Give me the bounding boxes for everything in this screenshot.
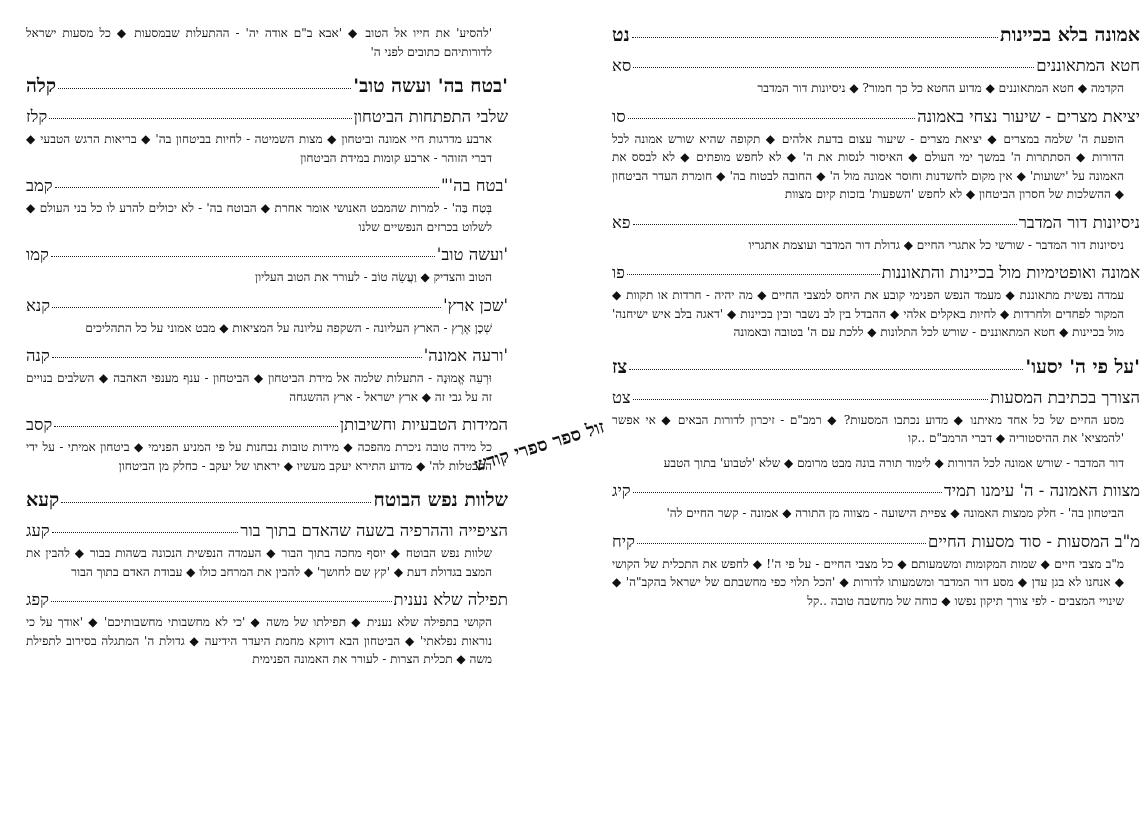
chapter-title: אמונה ואופטימיות מול בכיינות והתאוננות [881,263,1140,282]
toc-chapter [612,56,1140,98]
toc-column-left [26,24,508,829]
chapter-title: 'בטח בה'" [440,176,508,195]
dot-leader [637,543,926,544]
toc-section[interactable] [612,24,1140,47]
chapter-heading[interactable] [612,481,1140,501]
dot-leader [52,357,422,358]
chapter-heading[interactable] [26,590,508,610]
chapter-summary: מסע החיים של כל אחד מאיתנו ◆ מדוע נכתבו המסעות? ◆ רמב"ם - זיכרון לדורות הבאים ◆ אי אפשר 'להמציא' את ההיסטוריה ◆ דברי הרמב"ם ..קו [612,412,1124,445]
chapter-page: סא [612,56,632,75]
chapter-heading[interactable] [26,176,508,196]
toc-chapter [26,415,508,475]
dot-leader [52,532,239,533]
chapter-page: קנה [26,346,50,365]
toc-chapter [26,107,508,167]
chapter-summary: הביטחון בה' - חלק ממצות האמונה ◆ צפיית הישועה - מצווה מן התורה ◆ אמונה - קשר החיים לה' [666,506,1124,520]
chapter-title: תפילה שלא נענית [393,590,508,609]
dot-leader [58,88,351,89]
dot-leader [628,118,916,119]
toc-chapter [612,107,1140,204]
chapter-title: חטא המתאוננים [1036,56,1140,75]
dot-leader [51,601,392,602]
chapter-page: קסב [26,415,53,434]
toc-chapter [26,245,508,287]
toc-chapter [26,176,508,236]
chapter-page: קמב [26,176,53,195]
section-title: אמונה בלא בכיינות [1000,24,1140,46]
dot-leader [633,492,942,493]
section-page: קעא [26,489,60,511]
dot-leader [633,67,1034,68]
chapter-heading[interactable] [26,107,508,127]
toc-chapter [26,346,508,406]
chapter-summary: וּרְעֵה אֱמוּנָה - התעלות שלמה אל מידת הביטחון ◆ הביטחון - ענף מענפי האהבה ◆ השלבים בנויים זה על גבי זה ◆ ארץ ישראל - ארץ ההשגחה [26,371,492,404]
chapter-summary: הקושי בתפילה שלא נענית ◆ תפילתו של משה ◆ 'כי לא מחשבותי מחשבותיכם' ◆ 'אודך על כי נוראות נפלאתי' ◆ הביטחון הבא דווקא מחמת היעדר הידיעה ◆ גדולת ה' המתגלה בסירוב לתפילת משה ◆ תכלית הצרות - לעורר את האמונה הפנימית [26,615,492,666]
toc-chapter [26,590,508,669]
chapter-heading[interactable] [612,263,1140,283]
chapter-title: המידות הטבעיות וחשיבותן [339,415,508,434]
chapter-title: מ"ב המסעות - סוד מסעות החיים [928,531,1140,551]
section-title: 'בטח בה' ועשה טוב' [353,75,508,97]
section-page: צז [612,355,628,378]
chapter-summary: שְׁכָן אֶרֶץ - הארץ העליונה - השקפה עליונה על המציאות ◆ מבט אמוני על כל התהליכים [85,320,492,335]
chapter-heading[interactable] [26,245,508,265]
toc-chapter [612,263,1140,342]
chapter-heading[interactable] [26,346,508,366]
chapter-summary-continued: דור המדבר - שורש אמונה לכל הדורות ◆ לימוד תורה בונה מבט מרומם ◆ שלא 'לטבוע' בתוך הטבע [663,455,1124,470]
chapter-heading[interactable] [612,532,1140,552]
toc-chapter [26,521,508,581]
chapter-page: קעג [26,521,50,540]
chapter-heading[interactable] [612,213,1140,233]
section-page: נט [612,24,630,46]
chapter-page: קנא [26,295,51,315]
toc-section[interactable] [26,75,508,98]
chapter-page: פא [612,212,631,232]
toc-section[interactable] [612,356,1140,379]
chapter-summary: הופעת ה' שלמה במצרים ◆ יציאת מצרים - שיעור עצום בדעת אלהים ◆ תקופה שהיא שורש אמונה לכל הדורות ◆ הסתתרות ה' במשך ימי העולם ◆ האיסור לנסות את ה' ◆ לא לחפש מופתים ◆ לא לבסס את האמונה על 'ישועות' ◆ אין מקום לחשדנות וחוסר אמונה מול ה' ◆ החובה לבטוח בה' ◆ חומרת העדר הביטחון ◆ ההשלכות של חסרון הביטחון ◆ לא לחפש 'השפעות' בזכות קיום מצוות [612,131,1125,201]
chapter-page: קפג [26,590,49,609]
chapter-page: פו [612,263,625,282]
chapter-summary: מ"ב מצבי חיים ◆ שמות המקומות ומשמעותם ◆ כל מצבי החיים - על פי ה'! ◆ לחפש את התכלית של הקושי ◆ אנחנו לא בגן עדן ◆ מסע דור המדבר ומשמעותו לדורות ◆ 'הכל תלוי כפי מחשבתם של ישראל בהקב"ה' ◆ שינויי המצבים - לפי צורך תיקון נפשו ◆ כוחה של מחשבה טובה ..קל [612,556,1124,608]
chapter-title: הציפייה וההרפיה בשעה שהאדם בתוך בור [240,521,508,540]
dot-leader [633,399,989,400]
chapter-page: קמו [26,245,49,264]
chapter-heading[interactable] [612,56,1140,76]
chapter-page: קיג [612,481,631,500]
dot-leader [627,274,880,275]
dot-leader [61,502,371,503]
chapter-summary: הטוב והצדיק ◆ וַעֲשֵׂה טוֹב - לעורר את הטוב העליון [255,270,492,284]
chapter-heading[interactable] [612,107,1140,127]
dot-leader [55,187,439,188]
chapter-page: קלז [26,107,48,126]
continued-summary: 'להסיע' את חייו אל הטוב ◆ 'אבא ב"ם אודה יה' - ההתעלות שבמסעות ◆ כל מסעות ישראל לדורותיהם כתובים לפני ה' [26,26,492,59]
chapter-summary: ארבע מדרגות חיי אמונה וביטחון ◆ מצות השמיטה - לחיות בביטחון בה' ◆ בריאות הרגש הטבעי ◆ דברי הזוהר - ארבע קומות במידת הביטחון [26,132,492,165]
dot-leader [632,37,998,38]
chapter-title: הצורך בכתיבת המסעות [990,387,1140,407]
chapter-title: 'ורעה אמונה' [423,346,508,365]
section-page: קלה [26,75,56,97]
chapter-title: 'ועשה טוב' [436,245,508,264]
dot-leader [52,307,441,308]
chapter-heading[interactable] [26,521,508,541]
chapter-summary: הקדמה ◆ חטא המתאוננים ◆ מדוע החטא כל כך חמור? ◆ ניסיונות דור המדבר [757,81,1124,95]
chapter-heading[interactable] [26,296,508,316]
chapter-title: שלבי התפתחות הביטחון [353,107,508,126]
chapter-heading[interactable] [612,388,1140,408]
section-title: שלוות נפש הבוטח [373,489,508,511]
watermark-stamp: זול ספר ספרי קודש [471,416,608,476]
dot-leader [51,256,435,257]
toc-chapter [612,481,1140,523]
dot-leader [54,426,338,427]
chapter-title: מצוות האמונה - ה' עימנו תמיד [943,481,1140,500]
toc-chapter [612,388,1140,473]
dot-leader [49,118,351,119]
chapter-summary: שלוות נפש הבוטח ◆ יוסף מחכה בתוך הבור ◆ העמדה הנפשית הנכונה בשהות בבור ◆ להבין את המצב בגדולת דעת ◆ 'קץ שם לחושך' ◆ להבין את המרחב כולו ◆ עבודת האדם בתוך הבור [26,546,492,579]
toc-chapter [612,532,1140,611]
chapter-title: ניסיונות דור המדבר [1018,212,1140,232]
chapter-heading[interactable] [26,415,508,435]
toc-chapter [612,213,1140,255]
chapter-summary: ניסיונות דור המדבר - שורשי כל אתגרי החיים ◆ גדולת דור המדבר ועוצמת אתגריו [748,237,1124,252]
dot-leader [633,224,1017,225]
toc-column-right [612,24,1140,829]
chapter-title: יציאת מצרים - שיעור נצחי באמונה [917,106,1140,126]
chapter-page: קיח [612,531,635,551]
dot-leader [629,369,1023,370]
chapter-page: צט [612,387,631,407]
chapter-summary: בְּטַח בַּה' - למרות שהמבט האנושי אומר אחרת ◆ הבוטח בה' - לא יכולים להרע לו כל בני העולם ◆ לשלוט בכרזים הנפשיים שלנו [26,201,492,234]
chapter-summary: כל מידה טובה ניכרת מהפכה ◆ מידות טובות נבחנות על פי המניע הפנימי ◆ ביטחון אמיתי - על ידי התבטלות לה' ◆ מדוע התירא יעקב מעשיו ◆ יראתו של יעקב - כחלק מן הביטחון [26,440,492,473]
chapter-summary: עמדה נפשית מתאוננת ◆ מעמד הנפש הפנימי קובע את היחס למצבי החיים ◆ מה יהיה - חרדות או תקוות ◆ המקור לפחדים ולחרדות ◆ לחיות באקלים אלהי ◆ ההבדל בין לב נשבר ובין בכיינות ◆ 'דאגה בלב איש ישיחנה' מול בכיינות ◆ חטא המתאוננים - שורש לכל התלונות ◆ ללכת עם ה' בטובה ובאמונה [612,288,1124,339]
toc-chapter [26,296,508,338]
toc-section[interactable] [26,489,508,512]
chapter-page: סו [612,106,626,126]
chapter-title: 'שכן ארץ' [443,295,508,315]
section-title: 'על פי ה' יסעו' [1025,355,1140,378]
